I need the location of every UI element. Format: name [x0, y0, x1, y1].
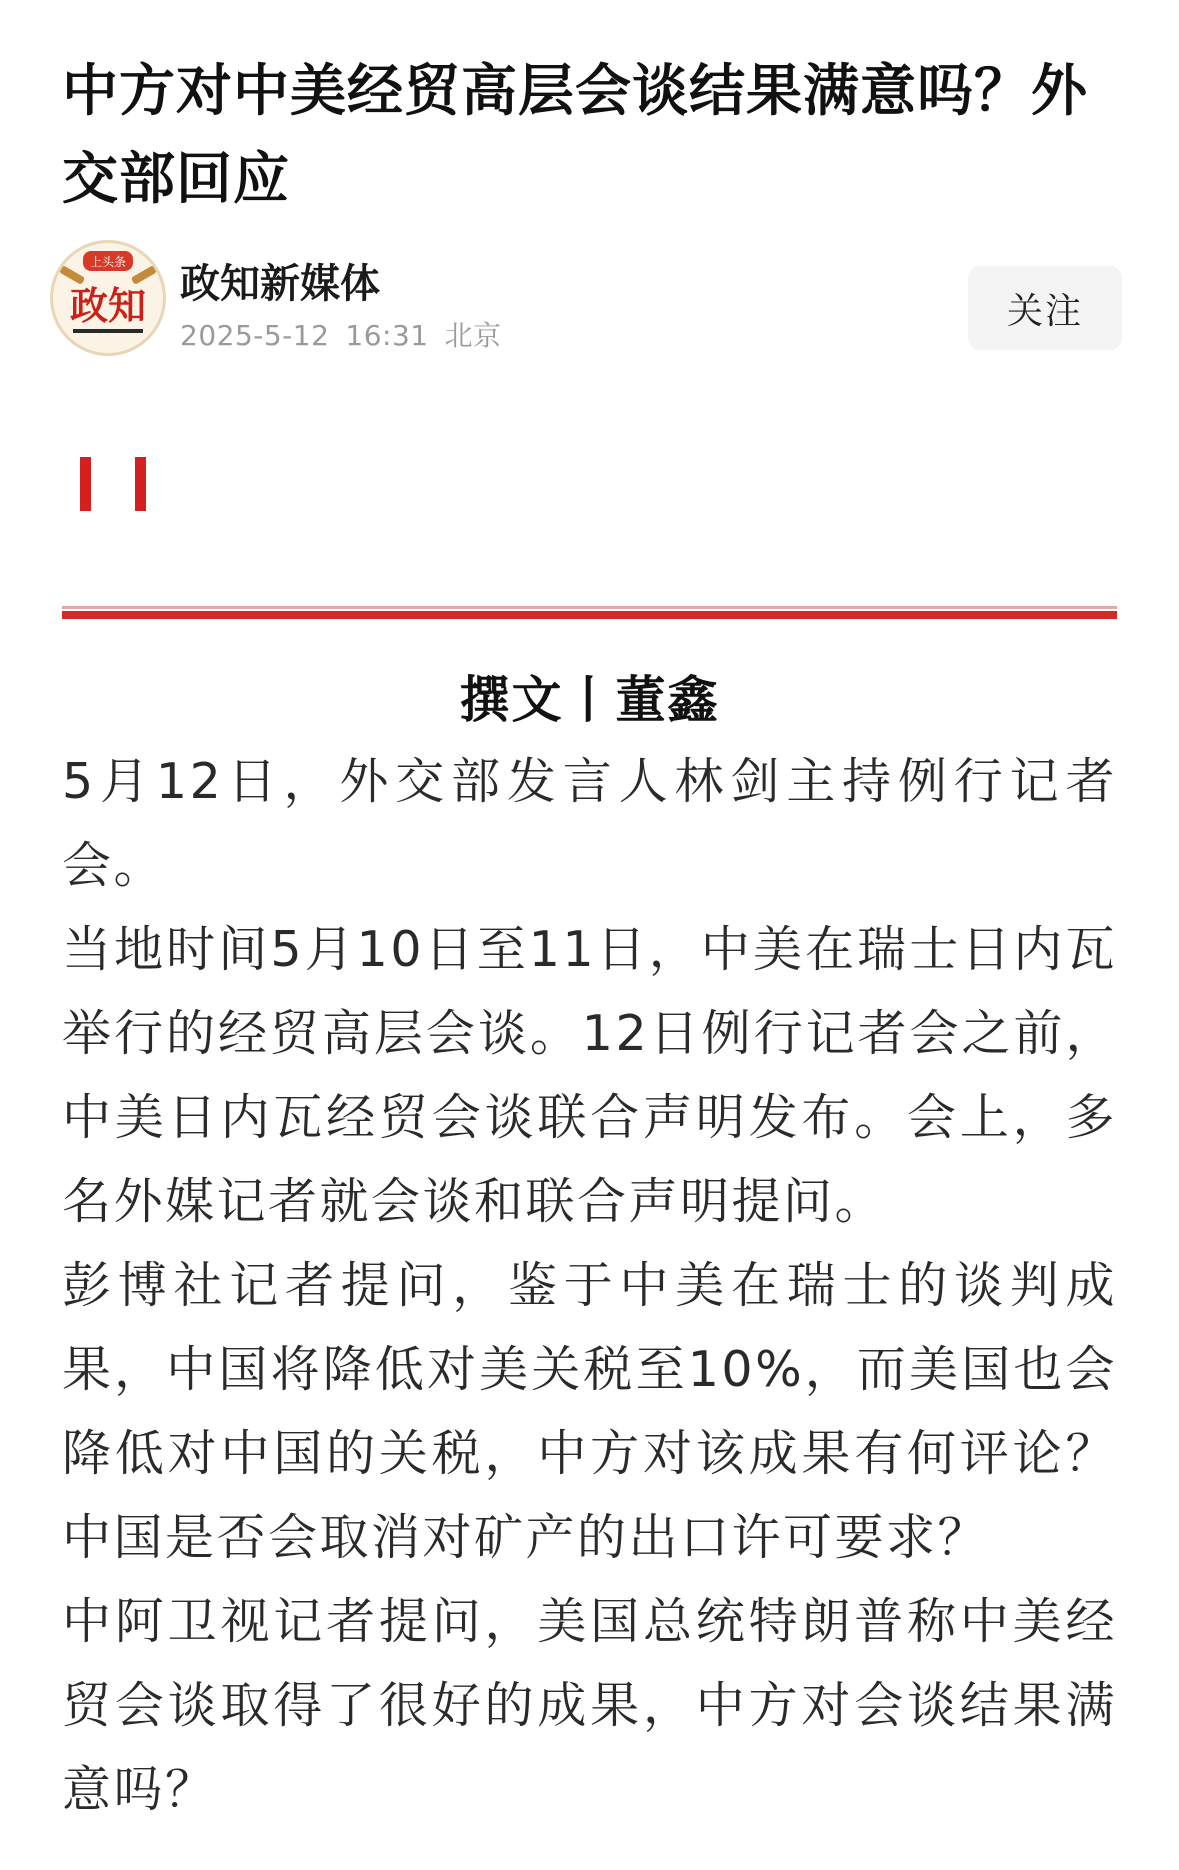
paragraph-1: 5月12日，外交部发言人林剑主持例行记者会。 [62, 753, 1117, 894]
quote-mark-bar-right [135, 457, 146, 511]
quote-marks-icon [80, 457, 146, 511]
avatar-text: 政知 [69, 284, 147, 328]
divider-thin [62, 606, 1117, 609]
divider-thick [62, 611, 1117, 619]
quote-mark-bar-left [80, 457, 91, 511]
publish-location: 北京 [444, 319, 502, 352]
author-row [50, 240, 1130, 360]
paragraph-3: 彭博社记者提问，鉴于中美在瑞士的谈判成果，中国将降低对美关税至10%，而美国也会降低对中国的关税，中方对该成果有何评论？中国是否会取消对矿产的出口许可要求？ [62, 1257, 1117, 1566]
paragraph-4: 中阿卫视记者提问，美国总统特朗普称中美经贸会谈取得了很好的成果，中方对会谈结果满意吗？ [62, 1593, 1117, 1818]
article-body [62, 740, 1117, 1832]
publish-meta [180, 314, 518, 354]
author-name[interactable]: 政知新媒体 [180, 261, 380, 307]
paragraph-2: 当地时间5月10日至11日，中美在瑞士日内瓦举行的经贸高层会谈。12日例行记者会之前，中美日内瓦经贸会谈联合声明发布。会上，多名外媒记者就会谈和联合声明提问。 [62, 921, 1117, 1230]
article-title: 中方对中美经贸高层会谈结果满意吗？外交部回应 [62, 59, 1088, 212]
publish-time: 16:31 [345, 319, 429, 352]
publish-date: 2025-5-12 [180, 319, 330, 352]
author-avatar[interactable] [50, 240, 166, 356]
byline: 撰文丨董鑫 [459, 671, 720, 729]
avatar-badge-text: 上头条 [89, 255, 127, 269]
follow-button[interactable]: 关注 [968, 266, 1122, 350]
avatar-logo-icon [53, 243, 163, 353]
